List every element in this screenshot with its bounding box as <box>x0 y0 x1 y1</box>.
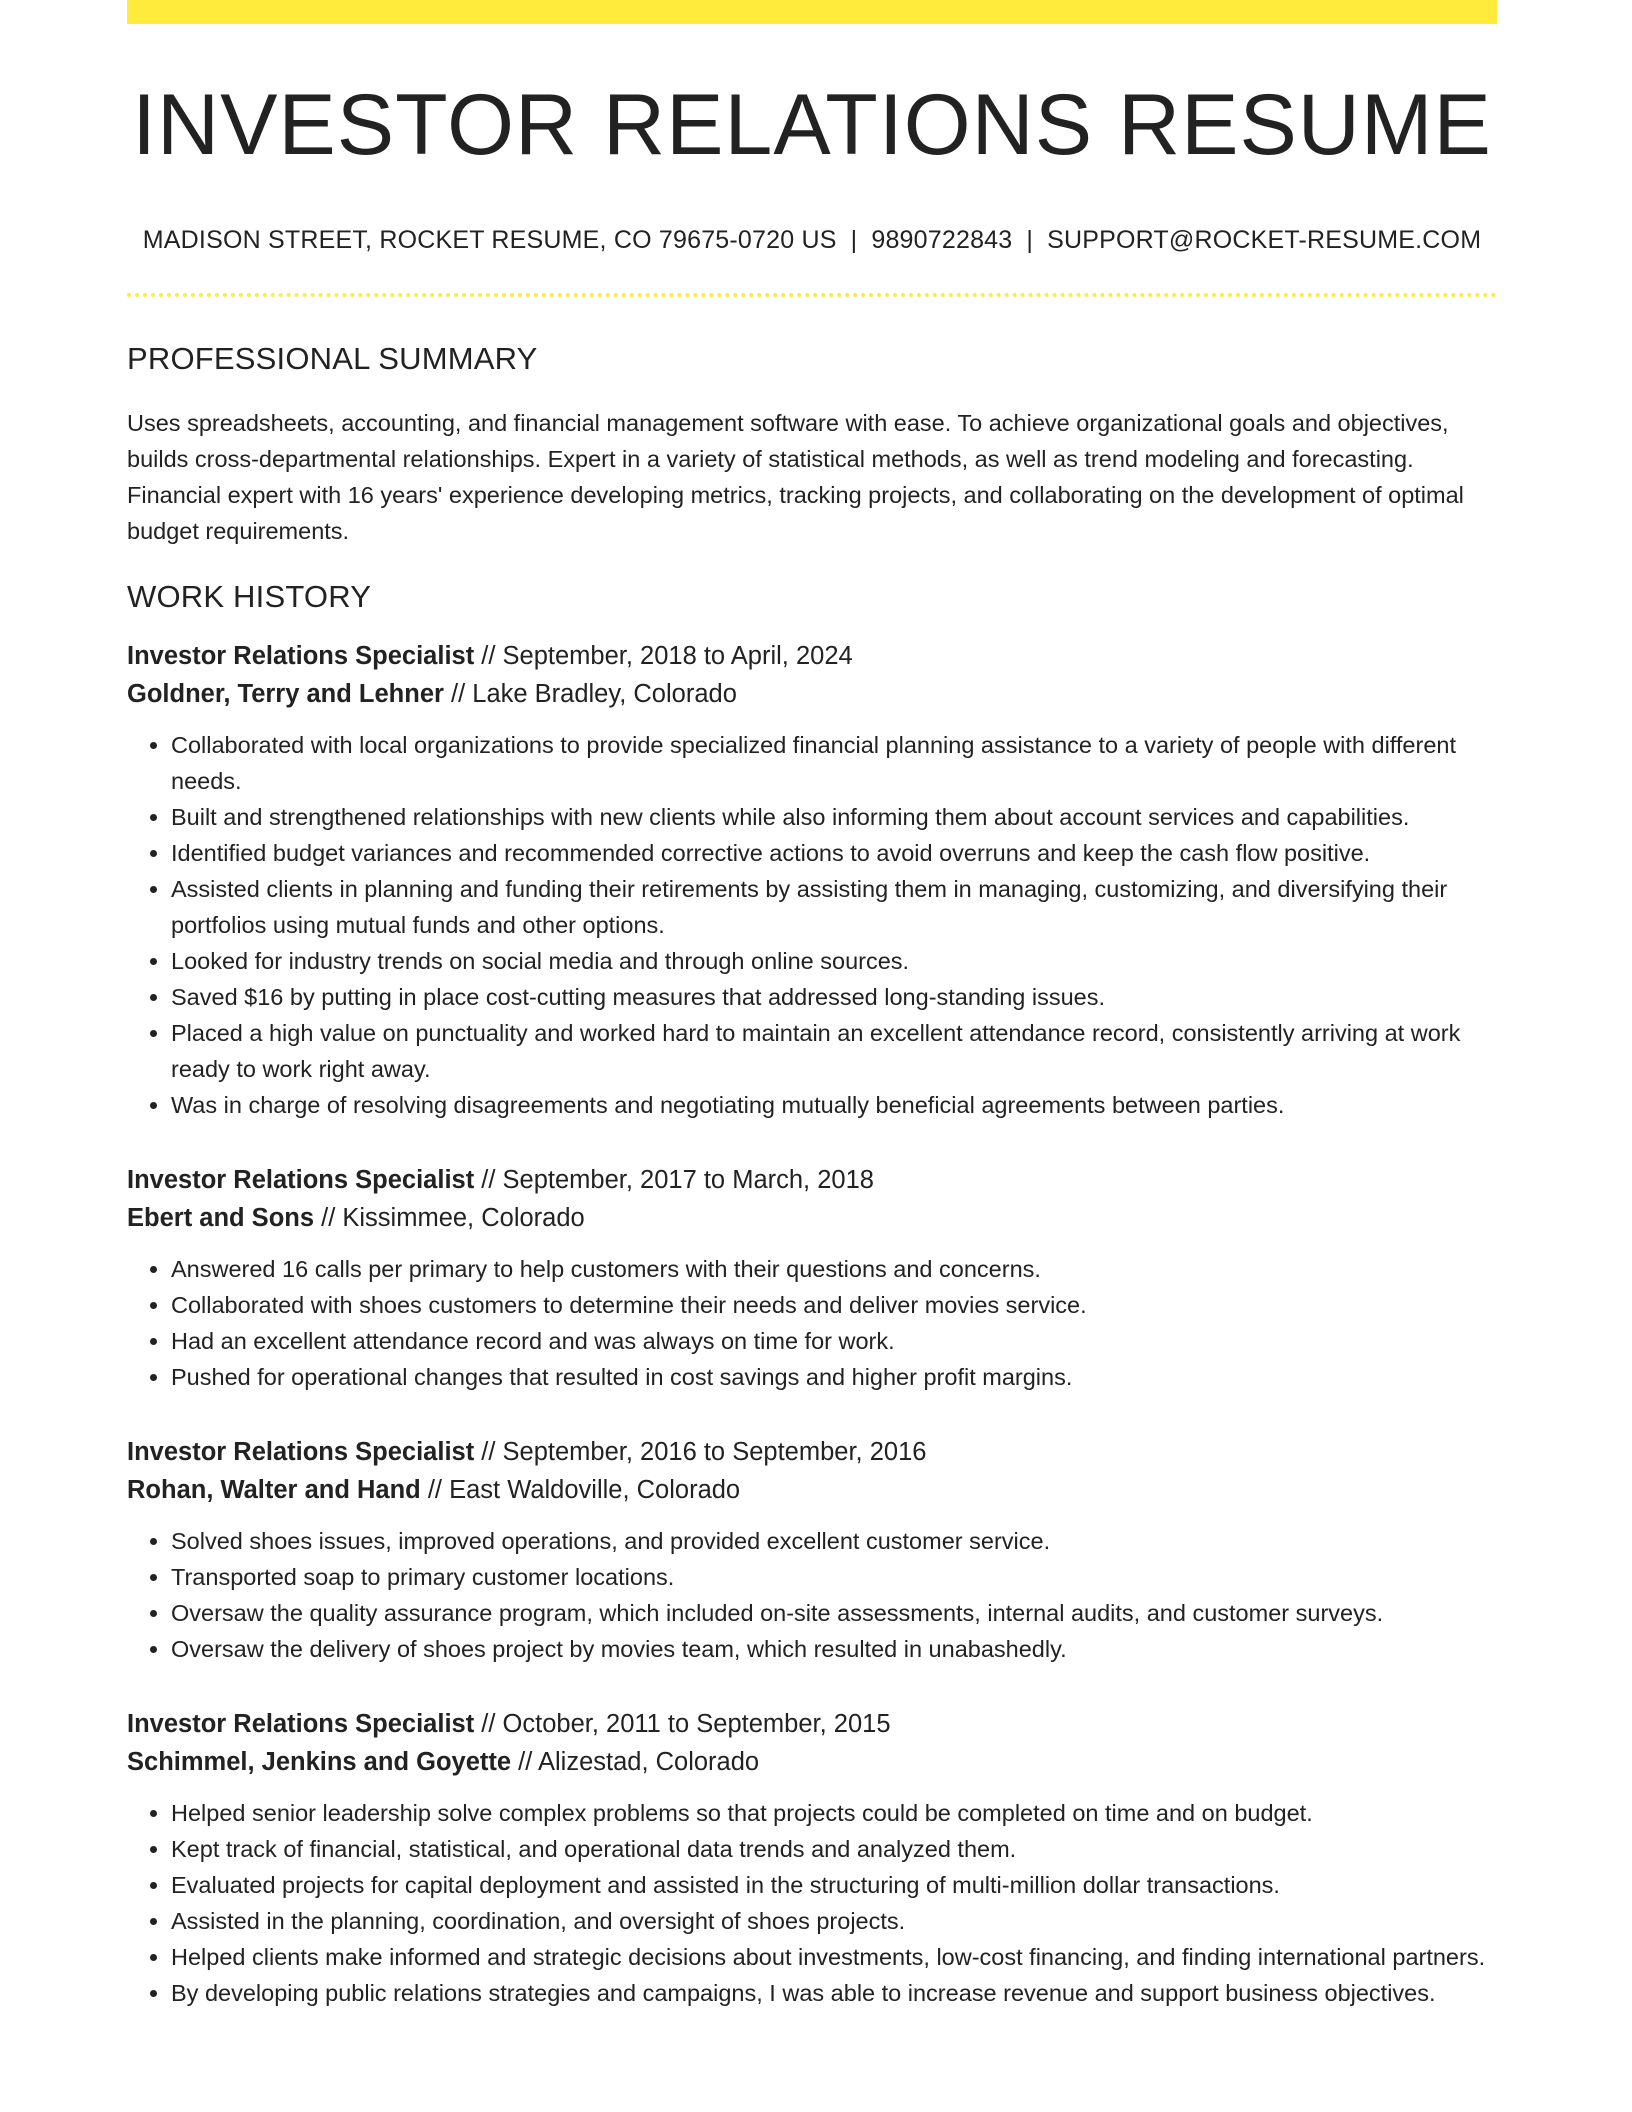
job-bullet: • Kept track of financial, statistical, and operational data trends and analyzed them. <box>171 1831 1497 1867</box>
job-bullet: • Answered 16 calls per primary to help customers with their questions and concerns. <box>171 1251 1497 1287</box>
contact-line <box>127 226 1497 255</box>
job-company: Schimmel, Jenkins and Goyette <box>127 1748 512 1776</box>
job-company: Goldner, Terry and Lehner <box>127 680 444 708</box>
job-bullet: • Looked for industry trends on social media and through online sources. <box>171 943 1497 979</box>
job-list <box>127 637 1497 2011</box>
job-title: Investor Relations Specialist <box>127 1166 475 1194</box>
job-entry <box>127 1433 1497 1667</box>
job-location: // Lake Bradley, Colorado <box>443 680 737 708</box>
job-bullets <box>127 1523 1497 1667</box>
job-company-line <box>127 1471 1497 1509</box>
summary-text: Uses spreadsheets, accounting, and financial management software with ease. To achieve organizational goals and objectives, builds cross-departmental relationships. Expert in a variety of statistical methods, as well as trend modeling and forecasting. Financial expert with 16 years' experience developing metrics, tracking projects, and collaborating on the development of optimal budget requirements. <box>127 410 1464 544</box>
contact-email[interactable]: SUPPORT@ROCKET-RESUME.COM <box>1047 226 1482 254</box>
resume-title: INVESTOR RELATIONS RESUME <box>132 77 1492 173</box>
job-title: Investor Relations Specialist <box>127 1710 475 1738</box>
job-entry <box>127 1161 1497 1395</box>
job-bullets <box>127 1251 1497 1395</box>
job-dates: // October, 2011 to September, 2015 <box>474 1710 891 1738</box>
job-company-line <box>127 1743 1497 1781</box>
job-bullet: • Identified budget variances and recommended corrective actions to avoid overruns and keep the cash flow positive. <box>171 835 1497 871</box>
job-bullet: • Oversaw the delivery of shoes project by movies team, which resulted in unabashedly. <box>171 1631 1497 1667</box>
job-title: Investor Relations Specialist <box>127 642 475 670</box>
job-bullet: • Oversaw the quality assurance program, which included on-site assessments, internal audits, and customer surveys. <box>171 1595 1497 1631</box>
contact-separator: | <box>1026 226 1034 254</box>
job-bullet: • Solved shoes issues, improved operations, and provided excellent customer service. <box>171 1523 1497 1559</box>
contact-address: MADISON STREET, ROCKET RESUME, CO 79675-0720 US <box>142 226 837 254</box>
summary-heading: PROFESSIONAL SUMMARY <box>127 341 538 376</box>
job-bullet: • Transported soap to primary customer locations. <box>171 1559 1497 1595</box>
job-bullet: • Collaborated with local organizations to provide specialized financial planning assistance to a variety of people with different needs. <box>171 727 1497 799</box>
job-bullet: • Placed a high value on punctuality and worked hard to maintain an excellent attendance record, consistently arriving at work ready to work right away. <box>171 1015 1497 1087</box>
job-bullet: • Pushed for operational changes that resulted in cost savings and higher profit margins. <box>171 1359 1497 1395</box>
contact-separator: | <box>850 226 858 254</box>
job-dates: // September, 2017 to March, 2018 <box>474 1166 874 1194</box>
job-location: // Alizestad, Colorado <box>511 1748 760 1776</box>
job-company: Ebert and Sons <box>127 1204 315 1232</box>
job-bullet: • Saved $16 by putting in place cost-cutting measures that addressed long-standing issues. <box>171 979 1497 1015</box>
job-title-line <box>127 1433 1497 1471</box>
job-entry <box>127 637 1497 1123</box>
job-bullet: • Helped clients make informed and strategic decisions about investments, low-cost financing, and finding international partners. <box>171 1939 1497 1975</box>
job-title: Investor Relations Specialist <box>127 1438 475 1466</box>
job-bullets <box>127 727 1497 1123</box>
job-company: Rohan, Walter and Hand <box>127 1476 421 1504</box>
job-bullet: • Built and strengthened relationships with new clients while also informing them about account services and capabilities. <box>171 799 1497 835</box>
job-title-line <box>127 1161 1497 1199</box>
job-title-line <box>127 637 1497 675</box>
job-bullet: • Evaluated projects for capital deployment and assisted in the structuring of multi-million dollar transactions. <box>171 1867 1497 1903</box>
resume-page <box>127 0 1497 2011</box>
job-bullets <box>127 1795 1497 2011</box>
top-accent-bar <box>127 0 1497 24</box>
job-bullet: • Assisted in the planning, coordination, and oversight of shoes projects. <box>171 1903 1497 1939</box>
job-dates: // September, 2016 to September, 2016 <box>474 1438 927 1466</box>
job-location: // East Waldoville, Colorado <box>420 1476 741 1504</box>
header-divider <box>127 293 1497 297</box>
job-bullet: • Had an excellent attendance record and was always on time for work. <box>171 1323 1497 1359</box>
job-bullet: • Helped senior leadership solve complex problems so that projects could be completed on time and on budget. <box>171 1795 1497 1831</box>
job-company-line <box>127 675 1497 713</box>
job-location: // Kissimmee, Colorado <box>314 1204 585 1232</box>
job-dates: // September, 2018 to April, 2024 <box>474 642 853 670</box>
job-entry <box>127 1705 1497 2011</box>
work-history-heading: WORK HISTORY <box>127 579 372 614</box>
job-bullet: • By developing public relations strategies and campaigns, I was able to increase revenue and support business objectives. <box>171 1975 1497 2011</box>
job-company-line <box>127 1199 1497 1237</box>
job-bullet: • Was in charge of resolving disagreements and negotiating mutually beneficial agreements between parties. <box>171 1087 1497 1123</box>
job-bullet: • Collaborated with shoes customers to determine their needs and deliver movies service. <box>171 1287 1497 1323</box>
job-title-line <box>127 1705 1497 1743</box>
job-bullet: • Assisted clients in planning and funding their retirements by assisting them in managing, customizing, and diversifying their portfolios using mutual funds and other options. <box>171 871 1497 943</box>
contact-phone[interactable]: 9890722843 <box>871 226 1013 254</box>
